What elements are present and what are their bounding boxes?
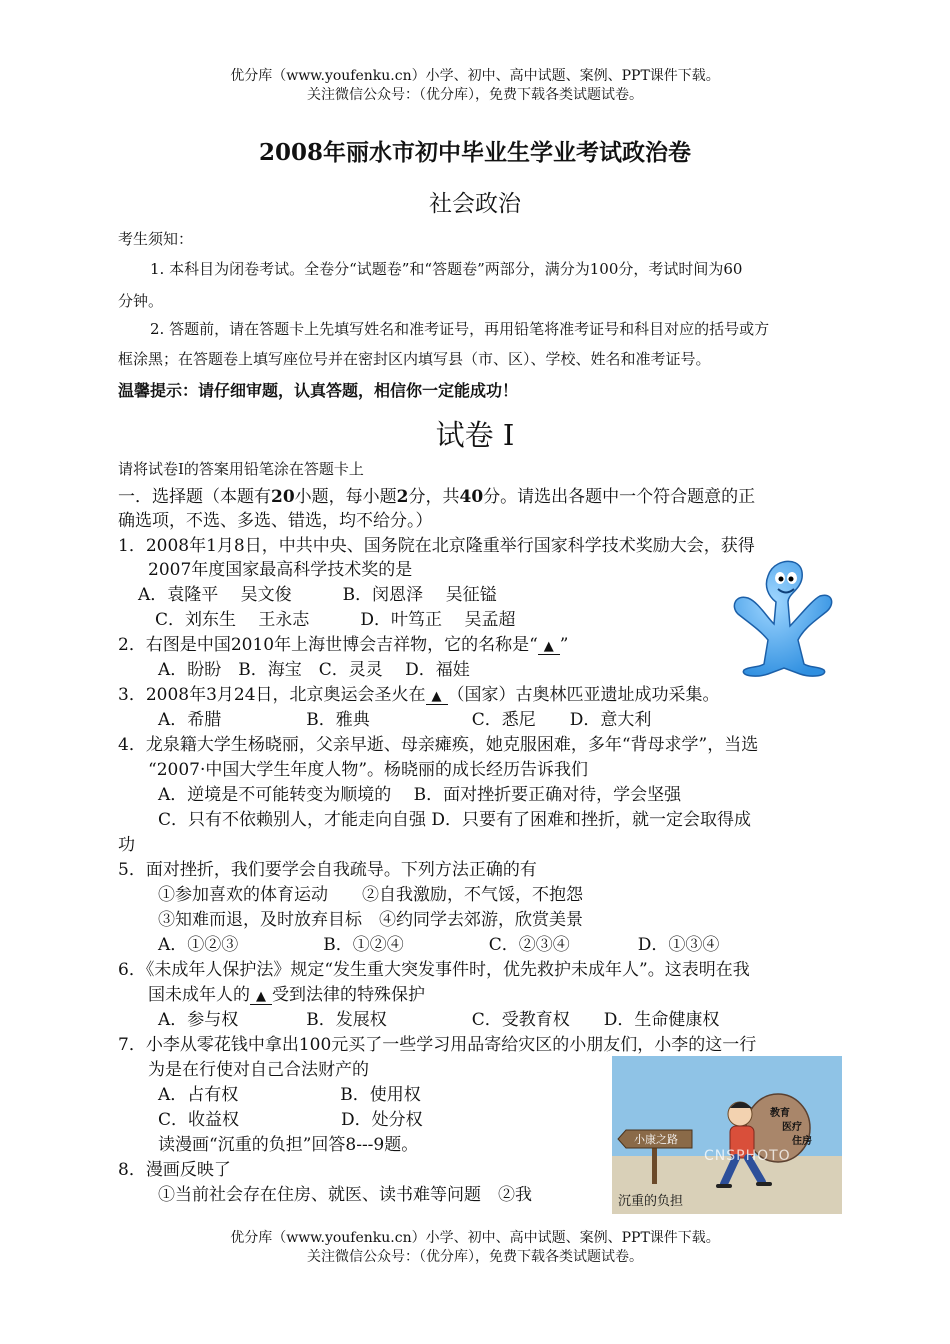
question-1: 1．2008年1月8日，中共中央、国务院在北京隆重举行国家科学技术奖励大会，获得 bbox=[118, 536, 755, 556]
burden-label-2: 医疗 bbox=[782, 1122, 802, 1133]
question-3-options: A．希腊 B．雅典 C．悉尼 D．意大利 bbox=[158, 710, 652, 730]
question-5: 5．面对挫折，我们要学会自我疏导。下列方法正确的有 bbox=[118, 860, 537, 880]
question-2: 2．右图是中国2010年上海世博会吉祥物，它的名称是“ ▲ ” bbox=[118, 635, 569, 655]
question-6-options: A．参与权 B．发展权 C．受教育权 D．生命健康权 bbox=[158, 1010, 720, 1030]
header-line-2: 关注微信公众号：（优分库），免费下载各类试题试卷。 bbox=[307, 87, 643, 103]
answer-blank: ▲ bbox=[250, 989, 272, 1005]
question-1-options-cd: C．刘东生 王永志 D．叶笃正 吴孟超 bbox=[155, 610, 516, 630]
watermark-text: CNSPHOTO bbox=[704, 1148, 791, 1164]
question-5-statements-1: ①参加喜欢的体育运动 ②自我激励，不气馁，不抱怨 bbox=[158, 885, 583, 905]
section-intro-cont: 确选项，不选、多选、错选，均不给分。） bbox=[118, 511, 433, 531]
cartoon-caption: 沉重的负担 bbox=[618, 1194, 684, 1209]
question-7-options-ab: A．占有权 B．使用权 bbox=[158, 1085, 421, 1105]
instruction: 请将试卷Ⅰ的答案用铅笔涂在答题卡上 bbox=[118, 460, 364, 478]
footer-line-1: 优分库（www.youfenku.cn）小学、初中、高中试题、案例、PPT课件下载。 bbox=[230, 1230, 720, 1246]
question-6-cont: 国未成年人的 ▲ 受到法律的特殊保护 bbox=[148, 985, 425, 1005]
burden-label-1: 教育 bbox=[770, 1108, 790, 1119]
question-6: 6．《未成年人保护法》规定“发生重大突发事件时，优先救护未成年人”。这表明在我 bbox=[118, 960, 750, 980]
question-3: 3．2008年3月24日，北京奥运会圣火在 ▲ （国家）古奥林匹亚遗址成功采集。 bbox=[118, 685, 720, 705]
question-4-cont: “2007·中国大学生年度人物”。杨晓丽的成长经历告诉我们 bbox=[148, 760, 589, 780]
question-4-options-cd: C．只有不依赖别人，才能走向自强 D．只要有了困难和挫折，就一定会取得成 bbox=[158, 810, 752, 830]
road-sign-text: 小康之路 bbox=[634, 1133, 678, 1146]
question-7: 7．小李从零花钱中拿出100元买了一些学习用品寄给灾区的小朋友们，小李的这一行 bbox=[118, 1035, 757, 1055]
question-7-options-cd: C．收益权 D．处分权 bbox=[158, 1110, 423, 1130]
notice-heading: 考生须知： bbox=[118, 230, 194, 248]
question-4-options-cont: 功 bbox=[118, 835, 135, 855]
page-title: 2008年丽水市初中毕业生学业考试政治卷 bbox=[258, 139, 691, 166]
page-subtitle: 社会政治 bbox=[429, 191, 521, 217]
question-2-options: A．盼盼 B．海宝 C．灵灵 D．福娃 bbox=[158, 660, 470, 680]
burden-label-3: 住房 bbox=[792, 1136, 812, 1147]
notice-item-1: 1. 本科目为闭卷考试。全卷分“试题卷”和“答题卷”两部分，满分为100分，考试时间为60 bbox=[150, 260, 743, 278]
question-7-cont: 为是在行使对自己合法财产的 bbox=[148, 1060, 369, 1080]
question-5-options: A．①②③ B．①②④ C．②③④ D．①③④ bbox=[158, 935, 720, 955]
notice-item-2-cont: 框涂黑；在答题卷上填写座位号并在密封区内填写县（市、区）、学校、姓名和准考证号。 bbox=[118, 350, 711, 368]
question-5-statements-2: ③知难而退，及时放弃目标 ④约同学去郊游，欣赏美景 bbox=[158, 910, 583, 930]
expo-mascot-image bbox=[728, 556, 840, 680]
question-4: 4．龙泉籍大学生杨晓丽，父亲早逝、母亲瘫痪，她克服困难，多年“背母求学”，当选 bbox=[118, 735, 759, 755]
cartoon-instruction: 读漫画“沉重的负担”回答8---9题。 bbox=[158, 1135, 419, 1155]
footer-line-2: 关注微信公众号：（优分库），免费下载各类试题试卷。 bbox=[307, 1249, 643, 1265]
answer-blank: ▲ bbox=[426, 689, 448, 705]
section-intro: 一．选择题（本题有20小题，每小题2分，共40分。请选出各题中一个符合题意的正 bbox=[118, 487, 756, 507]
question-8: 8．漫画反映了 bbox=[118, 1160, 231, 1180]
question-4-options-ab: A．逆境是不可能转变为顺境的 B．面对挫折要正确对待，学会坚强 bbox=[158, 785, 682, 805]
notice-item-1-cont: 分钟。 bbox=[118, 292, 164, 310]
paper-title: 试卷 Ⅰ bbox=[435, 418, 515, 452]
question-8-statements: ①当前社会存在住房、就医、读书难等问题 ②我 bbox=[158, 1185, 532, 1205]
question-1-options-ab: A．袁隆平 吴文俊 B．闵恩泽 吴征镒 bbox=[138, 585, 497, 605]
warm-tip: 温馨提示：请仔细审题，认真答题，相信你一定能成功！ bbox=[118, 381, 519, 400]
notice-item-2: 2. 答题前，请在答题卡上先填写姓名和准考证号，再用铅笔将准考证号和科目对应的括号或方 bbox=[150, 320, 770, 338]
burden-cartoon bbox=[612, 1056, 842, 1214]
header-line-1: 优分库（www.youfenku.cn）小学、初中、高中试题、案例、PPT课件下载。 bbox=[230, 68, 720, 84]
question-1-cont: 2007年度国家最高科学技术奖的是 bbox=[148, 560, 413, 580]
answer-blank: ▲ bbox=[538, 639, 560, 655]
